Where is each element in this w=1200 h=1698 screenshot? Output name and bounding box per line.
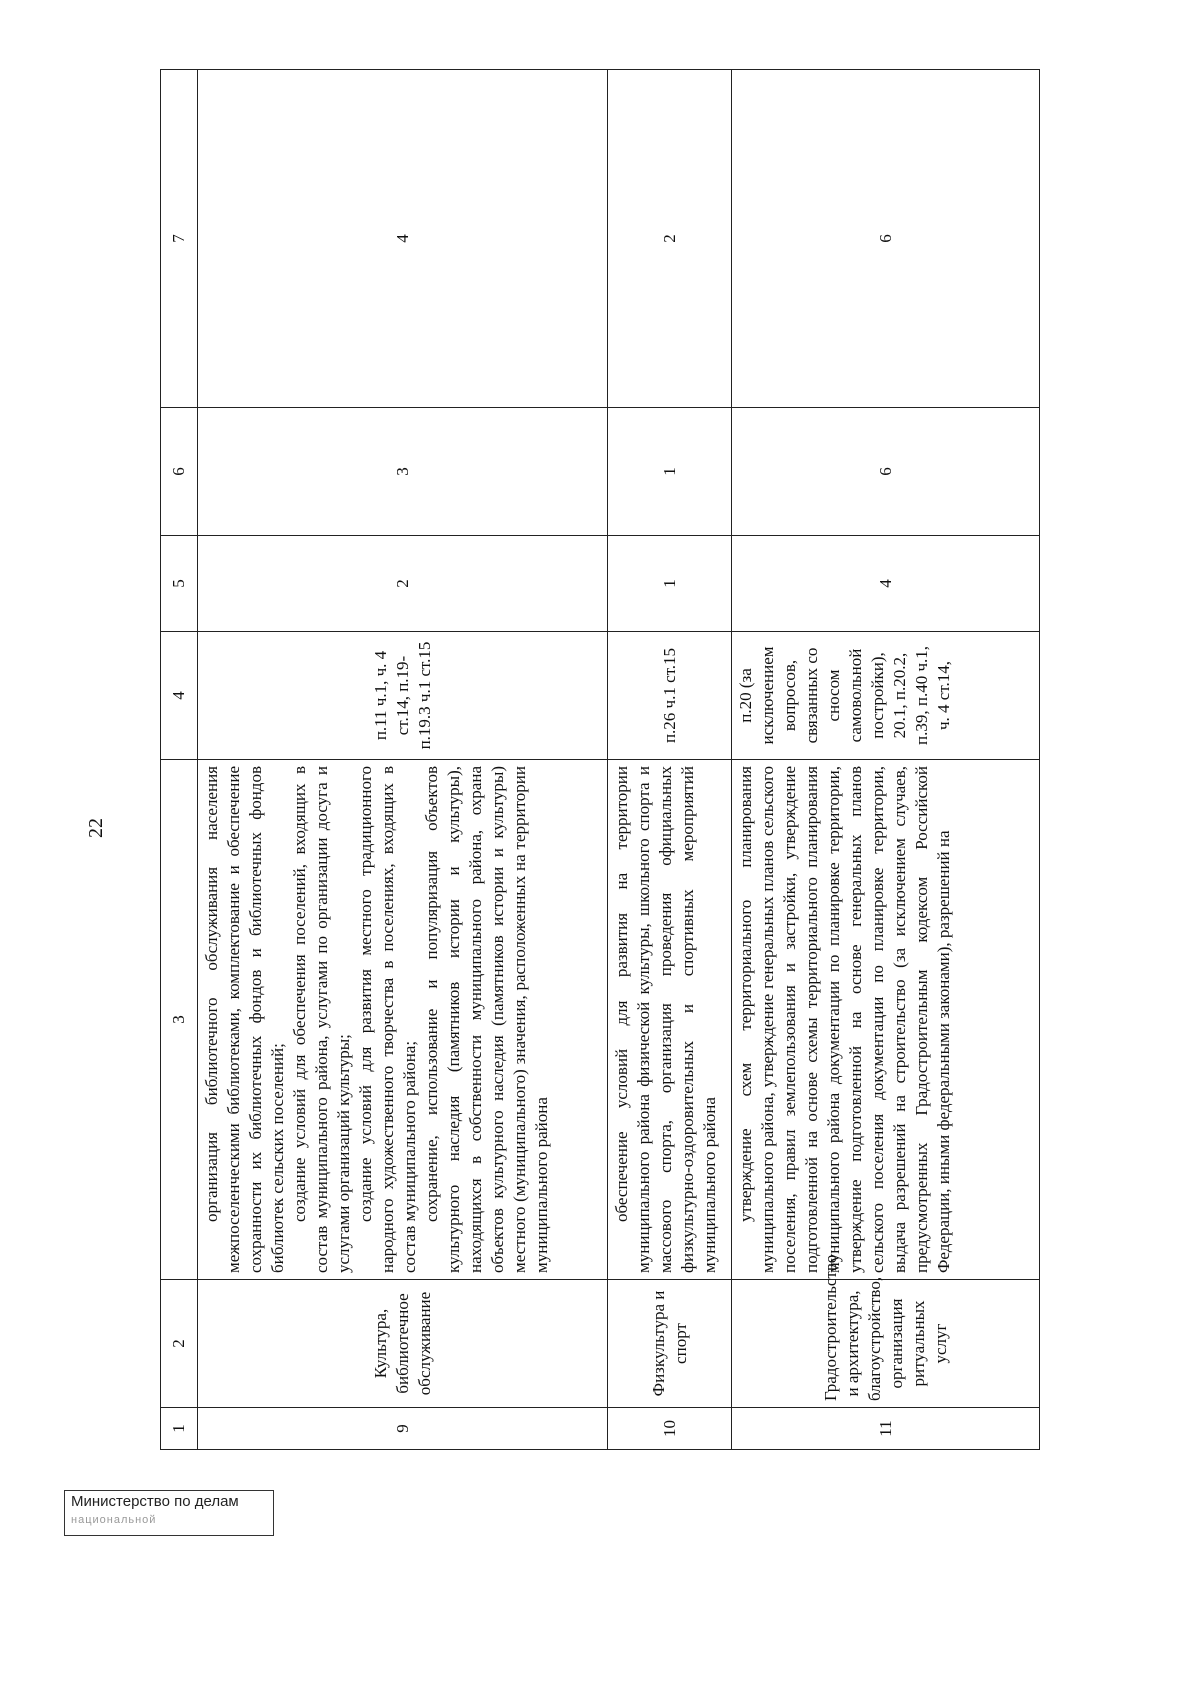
area-name: Культура, библиотечное обслуживание xyxy=(198,1280,608,1408)
powers-cell xyxy=(608,760,732,1280)
header-cell: 4 xyxy=(161,632,198,760)
value-cell: 3 xyxy=(198,408,608,536)
header-cell: 6 xyxy=(161,408,198,536)
value-cell: 4 xyxy=(732,536,1040,632)
powers-paragraph: сохранение, использование и популяризация объектов культурного наследия (памятников истории и культуры), находящихся в собственности муниципального района, охрана объектов культурного наследия (памятников истории и культуры) местного (муниципального) значения, расположенных на территории муниципального района xyxy=(422,766,551,1273)
value-cell: 4 xyxy=(198,70,608,408)
powers-paragraph: создание условий для обеспечения поселений, входящих в состав муниципального района, услугами по организации досуга и услугами организаций культуры; xyxy=(290,766,353,1273)
stamp-line: национальной xyxy=(71,1514,157,1526)
header-cell: 2 xyxy=(161,1280,198,1408)
row-number: 9 xyxy=(198,1408,608,1450)
area-name: Градостроительство и архитектура, благоустройство, организация ритуальных услуг xyxy=(732,1280,1040,1408)
header-cell: 3 xyxy=(161,760,198,1280)
stamp-line: Министерство по делам xyxy=(71,1493,239,1510)
header-cell: 7 xyxy=(161,70,198,408)
table-header-row xyxy=(161,70,198,1450)
page-number: 22 xyxy=(85,818,107,838)
table-row xyxy=(732,70,1040,1450)
value-cell: 1 xyxy=(608,408,732,536)
area-name: Физкультура и спорт xyxy=(608,1280,732,1408)
value-cell: 6 xyxy=(732,70,1040,408)
value-cell: 2 xyxy=(198,536,608,632)
header-cell: 1 xyxy=(161,1408,198,1450)
value-cell: 2 xyxy=(608,70,732,408)
powers-table-wrapper xyxy=(160,70,1040,1450)
legal-reference: п.11 ч.1, ч. 4 ст.14, п.19-п.19.3 ч.1 ст.15 xyxy=(198,632,608,760)
legal-reference: п.20 (за исключением вопросов, связанных со сносом самовольной постройки), 20.1, п.20.2, п.39, п.40 ч.1, ч. 4 ст.14, xyxy=(732,632,1040,760)
powers-table xyxy=(160,69,1040,1450)
value-cell: 6 xyxy=(732,408,1040,536)
table-row xyxy=(198,70,608,1450)
table-row xyxy=(608,70,732,1450)
powers-cell xyxy=(732,760,1040,1280)
powers-paragraph: утверждение схем территориального планирования муниципального района, утверждение генеральных планов сельского поселения, правил землепользования и застройки, утверждение подготовленной на основе схемы территориального планирования муниципального района документации по планировке территории, утверждение подготовленной на основе генеральных планов сельского поселения документации по планировке территории, выдача разрешений на строительство (за исключением случаев, предусмотренных Градостроительным кодексом Российской Федерации, иными федеральными законами), разрешений на xyxy=(736,766,953,1273)
value-cell: 1 xyxy=(608,536,732,632)
ministry-stamp xyxy=(64,1490,274,1536)
powers-cell xyxy=(198,760,608,1280)
legal-reference: п.26 ч.1 ст.15 xyxy=(608,632,732,760)
row-number: 11 xyxy=(732,1408,1040,1450)
powers-paragraph: обеспечение условий для развития на территории муниципального района физической культуры, школьного спорта и массового спорта, организация проведения официальных физкультурно-оздоровительных и спортивных мероприятий муниципального района xyxy=(612,766,719,1273)
powers-paragraph: организация библиотечного обслуживания населения межпоселенческими библиотеками, комплектование и обеспечение сохранности их библиотечных фондов и библиотечных фондов библиотек сельских поселений; xyxy=(202,766,287,1273)
row-number: 10 xyxy=(608,1408,732,1450)
header-cell: 5 xyxy=(161,536,198,632)
powers-paragraph: создание условий для развития местного традиционного народного художественного творчества в поселениях, входящих в состав муниципального района; xyxy=(356,766,419,1273)
